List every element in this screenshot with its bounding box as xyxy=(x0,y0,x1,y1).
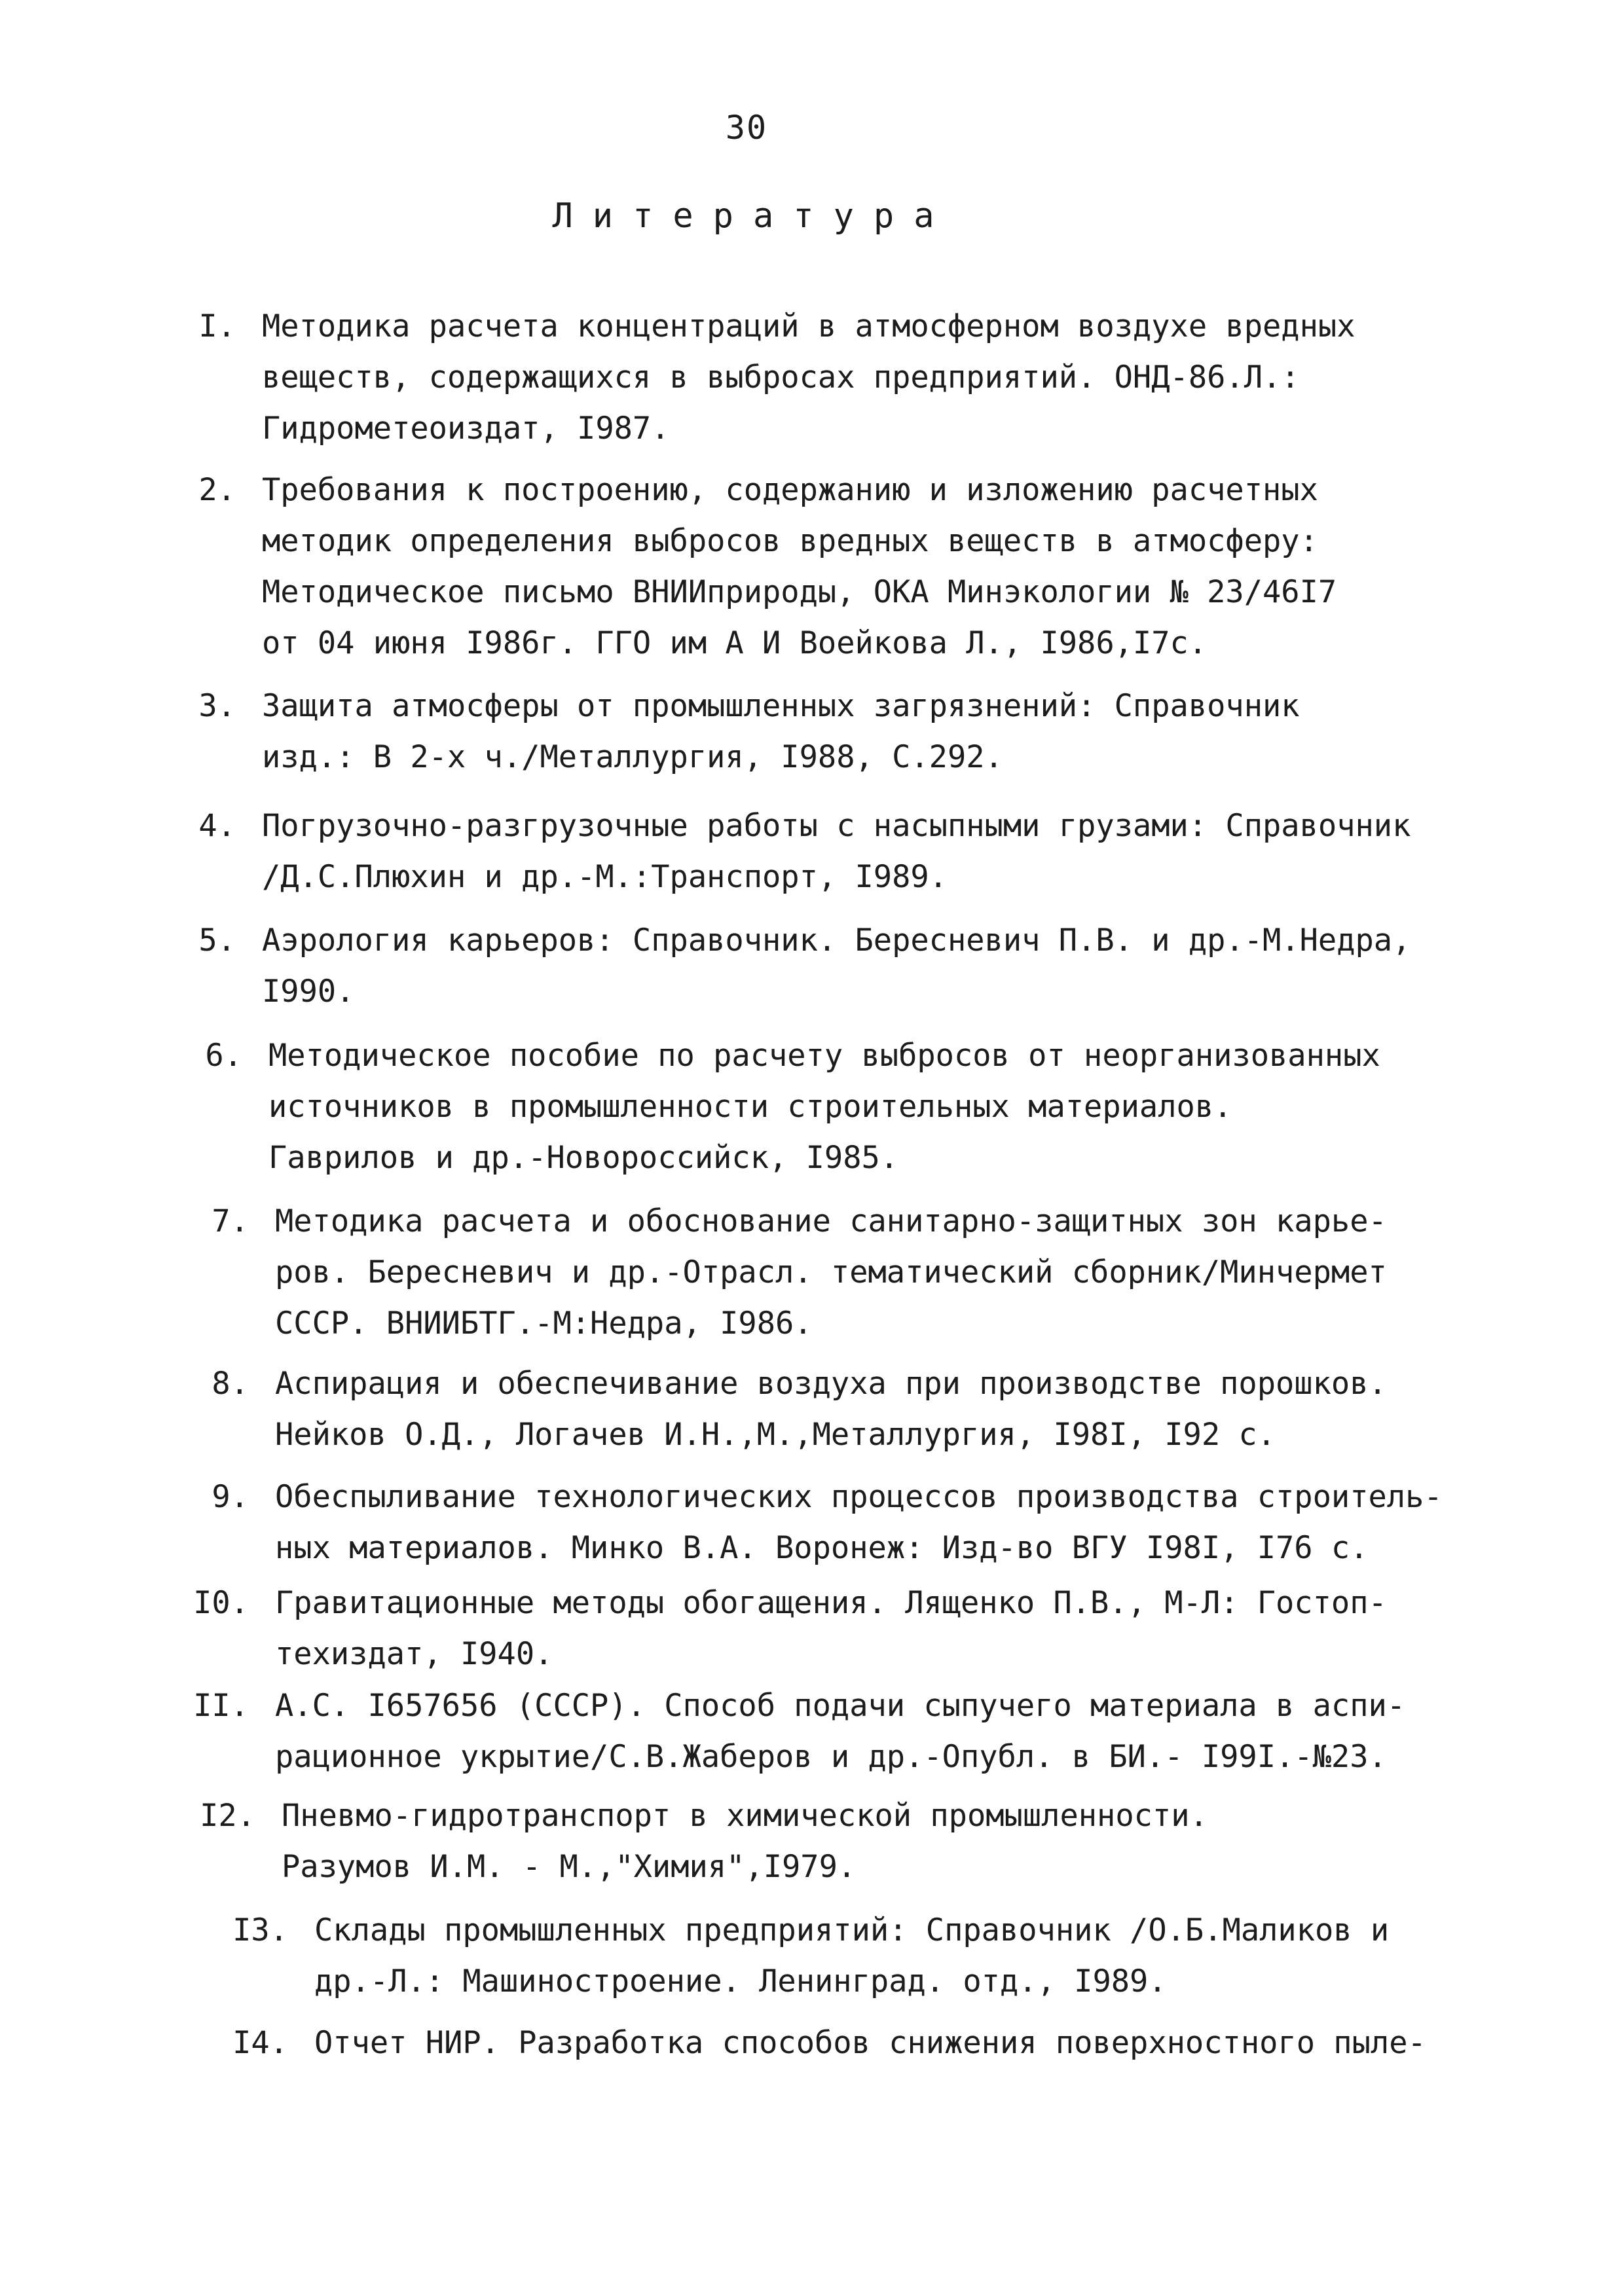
reference-number: 6. xyxy=(205,1038,242,1074)
reference-line: Отчет НИР. Разработка способов снижения поверхностного пыле- xyxy=(314,2025,1426,2061)
reference-number: I4. xyxy=(232,2025,288,2061)
reference-line: методик определения выбросов вредных веществ в атмосферу: xyxy=(262,523,1318,559)
reference-line: Склады промышленных предприятий: Справочник /О.Б.Маликов и xyxy=(314,1912,1390,1948)
reference-line: Разумов И.М. - М.,"Химия",I979. xyxy=(282,1849,857,1885)
reference-entry-2 xyxy=(164,465,1337,669)
reference-line: источников в промышленности строительных материалов. xyxy=(268,1089,1232,1125)
reference-number: I3. xyxy=(232,1912,288,1948)
reference-line: Методическое письмо ВНИИприроды, ОКА Минэкологии № 23/46I7 xyxy=(262,574,1337,610)
reference-line: техиздат, I940. xyxy=(275,1636,553,1672)
reference-number: I. xyxy=(198,308,236,344)
reference-line: Требования к построению, содержанию и изложению расчетных xyxy=(262,472,1318,508)
reference-line: I990. xyxy=(262,974,355,1010)
reference-line: Аспирация и обеспечивание воздуха при производстве порошков. xyxy=(275,1366,1387,1402)
reference-line: СССР. ВНИИБТГ.-М:Недра, I986. xyxy=(275,1305,813,1341)
reference-entry-4 xyxy=(164,801,1411,903)
reference-line: Обеспыливание технологических процессов производства строитель- xyxy=(275,1479,1443,1515)
reference-entry-3 xyxy=(164,681,1300,783)
reference-line: Гаврилов и др.-Новороссийск, I985. xyxy=(268,1140,899,1176)
reference-entry-13 xyxy=(216,1905,1389,2007)
reference-entry-1 xyxy=(164,301,1356,454)
reference-entry-14 xyxy=(216,2018,1426,2069)
reference-line: Защита атмосферы от промышленных загрязнений: Справочник xyxy=(262,688,1300,724)
reference-entry-5 xyxy=(164,915,1411,1017)
reference-line: Пневмо-гидротранспорт в химической промышленности. xyxy=(282,1798,1208,1834)
reference-line: изд.: В 2-х ч./Металлургия, I988, С.292. xyxy=(262,739,1003,775)
reference-line: др.-Л.: Машиностроение. Ленинград. отд., I989. xyxy=(314,1963,1167,1999)
reference-line: А.С. I657656 (СССР). Способ подачи сыпучего материала в аспи- xyxy=(275,1688,1406,1724)
reference-number: 5. xyxy=(198,922,236,958)
reference-line: Методическое пособие по расчету выбросов от неорганизованных xyxy=(268,1038,1380,1074)
reference-line: Нейков О.Д., Логачев И.Н.,М.,Металлургия, I98I, I92 с. xyxy=(275,1417,1276,1453)
reference-line: Методика расчета и обоснование санитарно-защитных зон карье- xyxy=(275,1203,1387,1239)
reference-line: Гидрометеоиздат, I987. xyxy=(262,410,670,446)
reference-number: 4. xyxy=(198,808,236,844)
reference-line: рационное укрытие/С.В.Жаберов и др.-Опубл. в БИ.- I99I.-№23. xyxy=(275,1739,1387,1775)
reference-entry-7 xyxy=(177,1196,1387,1349)
reference-line: ров. Бересневич и др.-Отрасл. тематический сборник/Минчермет xyxy=(275,1254,1387,1290)
reference-line: /Д.С.Плюхин и др.-М.:Транспорт, I989. xyxy=(262,859,948,895)
reference-number: 9. xyxy=(212,1479,249,1515)
page-title: Литература xyxy=(552,196,954,236)
reference-line: ных материалов. Минко В.А. Воронеж: Изд-во ВГУ I98I, I76 с. xyxy=(275,1530,1369,1566)
reference-line: Гравитационные методы обогащения. Лященко П.В., М-Л: Гостоп- xyxy=(275,1585,1387,1621)
reference-number: 3. xyxy=(198,688,236,724)
reference-line: Аэрология карьеров: Справочник. Бересневич П.В. и др.-М.Недра, xyxy=(262,922,1411,958)
page-number: 30 xyxy=(725,109,768,147)
reference-entry-11 xyxy=(177,1681,1405,1783)
reference-number: 8. xyxy=(212,1366,249,1402)
reference-number: I2. xyxy=(200,1798,255,1834)
reference-entry-6 xyxy=(170,1030,1380,1184)
reference-line: Погрузочно-разгрузочные работы с насыпными грузами: Справочник xyxy=(262,808,1411,844)
reference-number: II. xyxy=(193,1688,249,1724)
reference-entry-9 xyxy=(177,1472,1443,1574)
reference-entry-12 xyxy=(183,1791,1208,1893)
reference-number: 7. xyxy=(212,1203,249,1239)
reference-entry-10 xyxy=(177,1578,1387,1680)
reference-number: 2. xyxy=(198,472,236,508)
reference-number: I0. xyxy=(193,1585,249,1621)
reference-line: веществ, содержащихся в выбросах предприятий. ОНД-86.Л.: xyxy=(262,359,1300,395)
reference-entry-8 xyxy=(177,1358,1387,1461)
reference-line: от 04 июня I986г. ГГО им А И Воейкова Л., I986,I7с. xyxy=(262,625,1208,661)
reference-line: Методика расчета концентраций в атмосферном воздухе вредных xyxy=(262,308,1356,344)
